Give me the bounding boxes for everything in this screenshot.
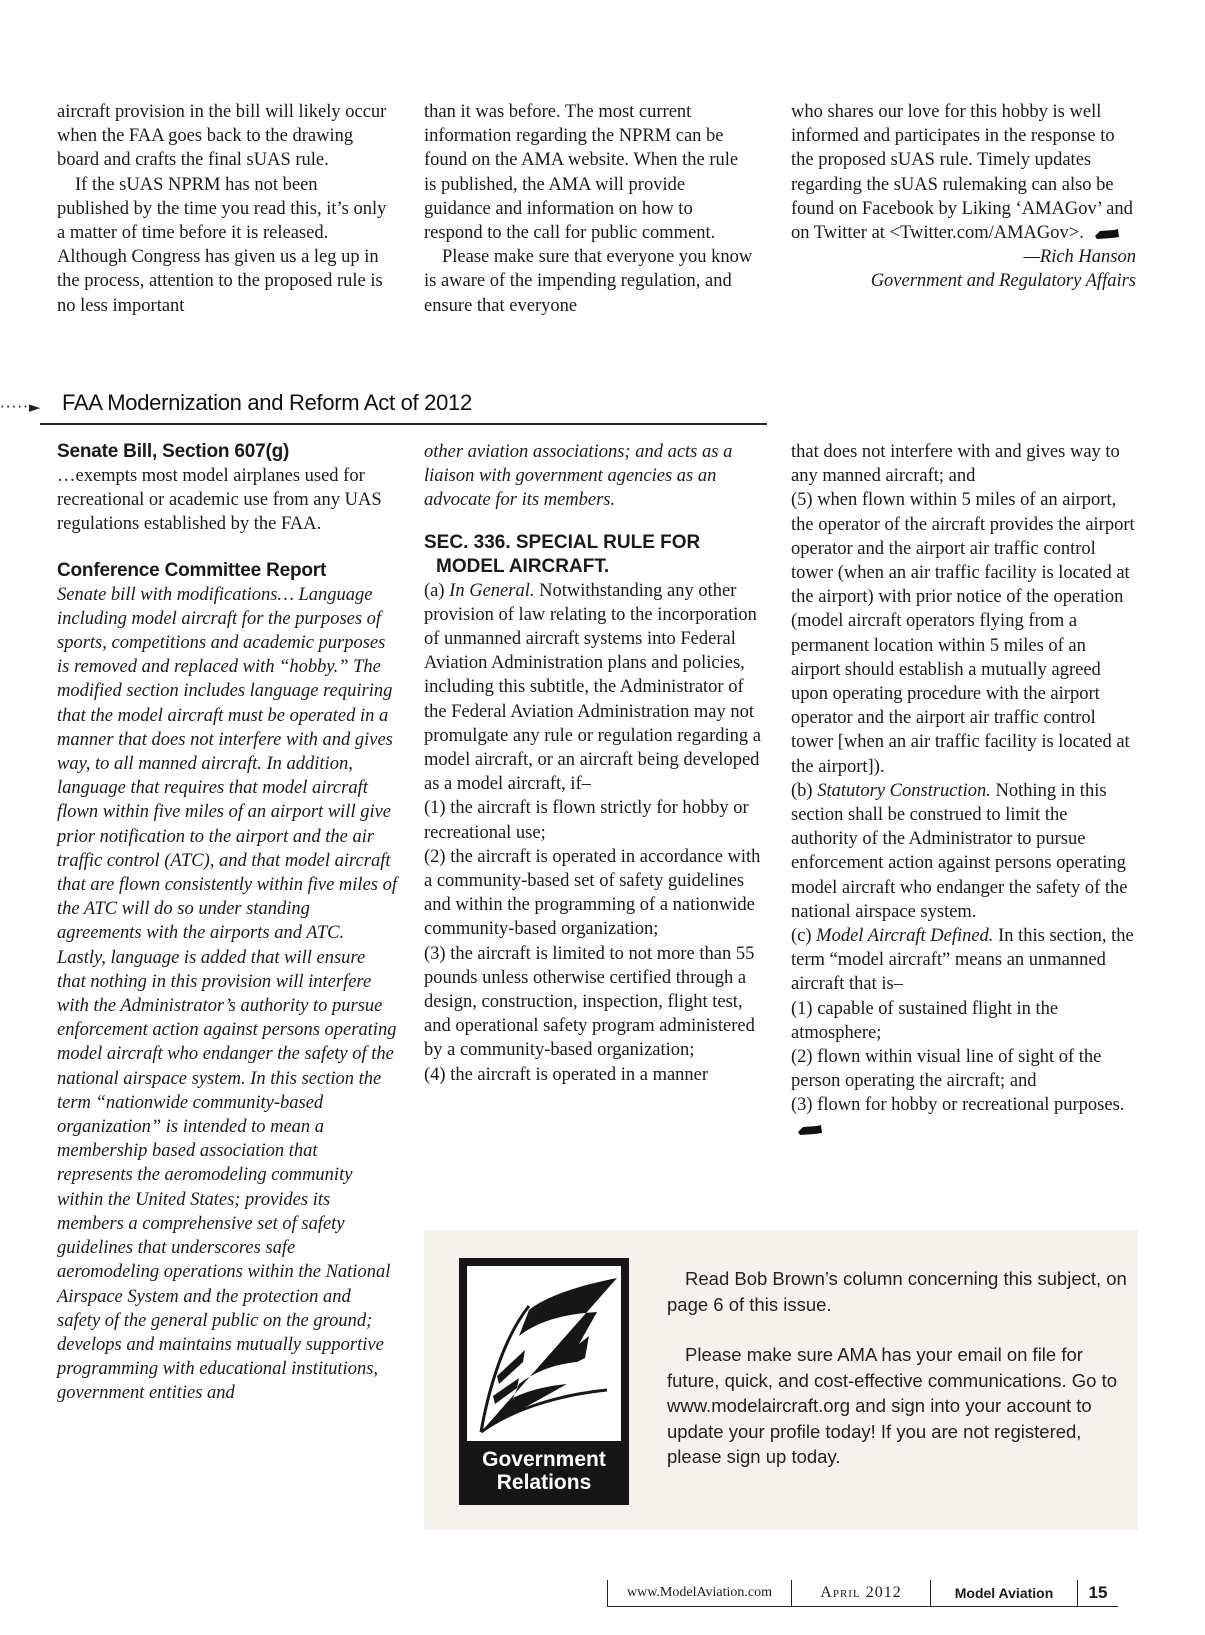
law-column-1 — [57, 440, 397, 1406]
end-mark-airplane-icon — [1094, 228, 1120, 240]
paragraph-text: who shares our love for this hobby is well informed and participates in the response to the proposed sUAS rule. Timely updates regarding the sUAS rulemaking can also be found on Facebook by Liking ‘AMAGov’ and on Twitter at <Twitter.com/AMAGov>. — [791, 102, 1133, 244]
sec336-heading-line1: SEC. 336. SPECIAL RULE FOR — [424, 531, 701, 553]
sec336-item-2: (2) the aircraft is operated in accordance with a community-based set of safety guidelines and within the programming of a nationwide community-based organization; — [424, 846, 761, 940]
subsection-label: (a) — [424, 580, 445, 601]
senate-bill-heading: Senate Bill, Section 607(g) — [57, 441, 290, 462]
law-column-3 — [791, 440, 1136, 1142]
paragraph: Please make sure that everyone you know is aware of the impending regulation, and ensure that everyone — [424, 247, 753, 316]
sec336-subsection-c — [791, 924, 1136, 997]
conference-report-body: Senate bill with modifications… Language including model aircraft for the purposes of sports, competitions and academic purposes is removed and replaced with “hobby.” The modified section includes language requiring that the model aircraft must be operated in a manner that does not interfere with and gives way, to all manned aircraft. In addition, language that requires that model aircraft flown within five miles of an airport will give prior notification to the airport and the air traffic control (ATC), and that model aircraft that are flown consistently within five miles of the ATC will do so under standing agreements with the airports and ATC. Lastly, language is added that will ensure that nothing in this provision will interfere with the Administrator’s authority to pursue enforcement action against persons operating model aircraft who endanger the safety of the national airspace system. In this section the term “nationwide community-based organization” is intended to mean a membership based association that represents the aeromodeling community within the United States; provides its members a comprehensive set of safety guidelines that underscores safe aeromodeling operations within the National Airspace System and the protection and safety of the general public on the ground; develops and maintains mutually supportive programming with educational institutions, government entities and — [57, 584, 397, 1404]
subsection-body: Nothing in this section shall be construed to limit the authority of the Administrator to pursue enforcement action against persons operating model aircraft who endanger the safety of the national airspace system. — [791, 780, 1128, 922]
page-footer — [607, 1580, 1118, 1607]
sec336-c-item-1: (1) capable of sustained flight in the atmosphere; — [791, 998, 1059, 1043]
section-title: FAA Modernization and Reform Act of 2012 — [62, 390, 472, 415]
article-column-1 — [57, 100, 387, 318]
article-column-3 — [791, 100, 1136, 294]
sec336-item-5: (5) when flown within 5 miles of an airport, the operator of the aircraft provides the airport operator and the airport air traffic control tower (when an air traffic facility is located at the airport) with prior notice of the operation (model aircraft operators flying from a permanent location within 5 miles of an airport should establish a mutually agreed upon operating procedure with the airport operator and the airport air traffic control tower [when an air traffic facility is located at the airport]). — [791, 490, 1135, 777]
paragraph: than it was before. The most current information regarding the NPRM can be found on the AMA website. When the rule is published, the AMA will provide guidance and information on how to respond to the call for public comment. — [424, 102, 739, 244]
section-divider — [40, 423, 767, 425]
info-text — [667, 1266, 1127, 1470]
logo-caption — [459, 1448, 629, 1494]
sec336-heading-line2: MODEL AIRCRAFT. — [436, 555, 610, 577]
footer-magazine-name: Model Aviation — [930, 1580, 1077, 1606]
subsection-title: In General. — [449, 580, 535, 601]
law-column-2 — [424, 440, 764, 1087]
paragraph: If the sUAS NPRM has not been published by the time you read this, it’s only a matter of time before it is released. Although Congress has given us a leg up in the process, attention to the proposed rule is no less important — [57, 174, 387, 316]
conference-report-heading: Conference Committee Report — [57, 559, 327, 581]
info-paragraph-2: Please make sure AMA has your email on file for future, quick, and cost-effective communications. Go to www.modelaircraft.org and sign into your account to update your profile today! If you are not registered, please sign up today. — [667, 1344, 1118, 1467]
subsection-title: Model Aircraft Defined. — [816, 926, 994, 947]
subsection-label: (b) — [791, 780, 813, 801]
subsection-body: In this section, the term “model aircraft” means an unmanned aircraft that is– — [791, 926, 1134, 995]
paragraph — [791, 100, 1136, 245]
sec336-c-item-2: (2) flown within visual line of sight of the person operating the aircraft; and — [791, 1047, 1102, 1092]
sec336-item-4: (4) the aircraft is operated in a manner — [424, 1064, 709, 1085]
info-paragraph-1: Read Bob Brown’s column concerning this subject, on page 6 of this issue. — [667, 1268, 1127, 1315]
subsection-title: Statutory Construction. — [817, 780, 991, 801]
section-header — [0, 388, 770, 428]
quill-feather-icon — [467, 1266, 621, 1441]
footer-url: www.ModelAviation.com — [607, 1580, 791, 1606]
footer-date: April 2012 — [791, 1580, 930, 1606]
sec336-heading — [424, 531, 764, 579]
page-number: 15 — [1077, 1580, 1118, 1606]
end-mark-airplane-icon — [797, 1124, 823, 1136]
sec336-c-item-3 — [791, 1093, 1136, 1141]
subsection-label: (c) — [791, 926, 812, 947]
dotted-arrow-icon: ·····► — [0, 398, 42, 416]
senate-bill-body: …exempts most model airplanes used for recreational or academic use from any UAS regulations established by the FAA. — [57, 466, 382, 535]
item-text: (3) flown for hobby or recreational purposes. — [791, 1095, 1125, 1116]
logo-caption-line2: Relations — [496, 1471, 592, 1494]
government-relations-logo — [459, 1258, 629, 1505]
government-relations-box — [424, 1230, 1138, 1530]
sec336-item-1: (1) the aircraft is flown strictly for hobby or recreational use; — [424, 798, 749, 843]
sec336-item-3: (3) the aircraft is limited to not more than 55 pounds unless otherwise certified through a design, construction, inspection, flight test, and operational safety program administered by a community-based organization; — [424, 943, 755, 1061]
conference-report-body-continued: other aviation associations; and acts as a liaison with government agencies as an advocate for its members. — [424, 442, 733, 511]
sec336-item-4-continued: that does not interfere with and gives way to any manned aircraft; and — [791, 442, 1120, 487]
sec336-subsection-a — [424, 579, 764, 797]
author-name: —Rich Hanson — [1023, 247, 1136, 268]
article-column-2 — [424, 100, 754, 318]
sec336-subsection-b — [791, 779, 1136, 924]
author-title: Government and Regulatory Affairs — [870, 271, 1136, 292]
paragraph: aircraft provision in the bill will likely occur when the FAA goes back to the drawing board and crafts the final sUAS rule. — [57, 102, 387, 171]
logo-caption-line1: Government — [482, 1448, 606, 1471]
subsection-body: Notwithstanding any other provision of law relating to the incorporation of unmanned aircraft systems into Federal Aviation Administration plans and policies, including this subtitle, the Administrator of the Federal Aviation Administration may not promulgate any rule or regulation regarding a model aircraft, or an aircraft being developed as a model aircraft, if– — [424, 580, 761, 795]
